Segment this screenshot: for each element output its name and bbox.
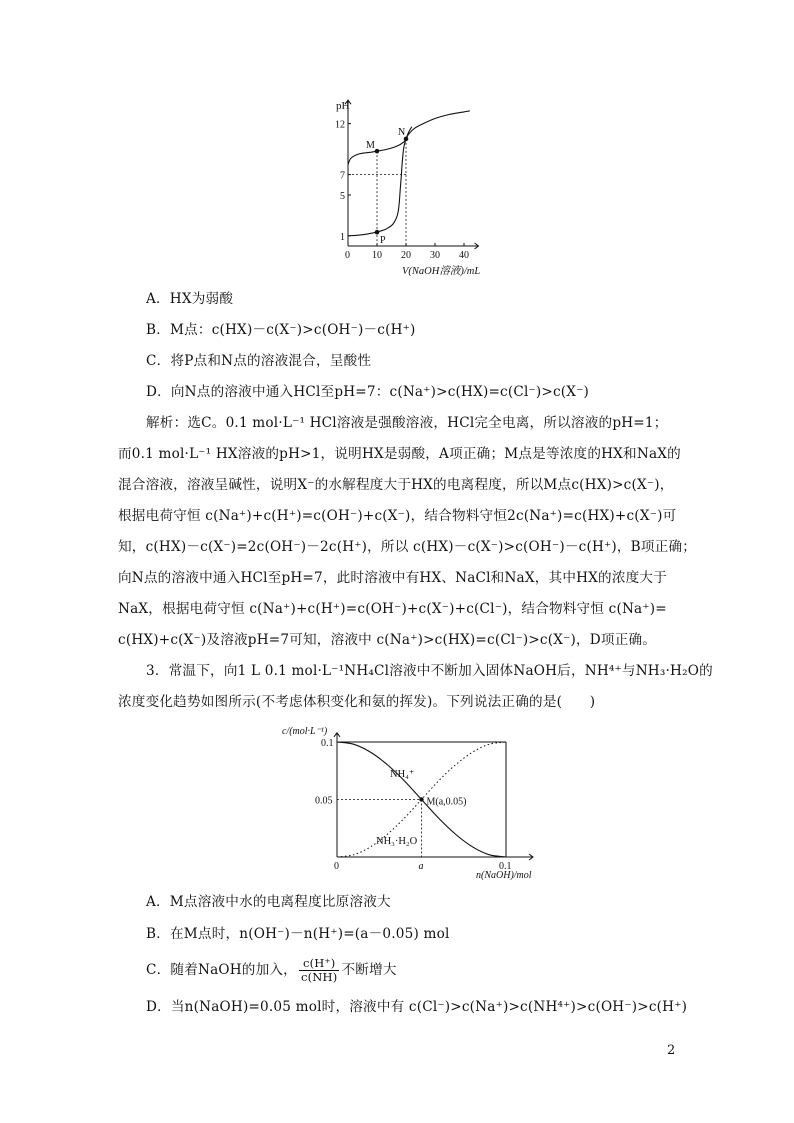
chart-series (348, 111, 470, 236)
y-tick-label: 0.1 (321, 738, 334, 749)
x-tick-label: 0 (345, 250, 350, 261)
point-p-marker (375, 230, 380, 235)
y-tick-label: 5 (340, 191, 345, 202)
q3-option-c-suffix: 不断增大 (341, 962, 397, 978)
analysis-line: 根据电荷守恒 c(Na⁺)+c(H⁺)=c(OH⁻)+c(X⁻)，结合物料守恒2c(Na⁺)=c(HX)+c(X⁻)可 (118, 508, 677, 524)
chart-marks (419, 797, 466, 808)
page-number: 2 (667, 1043, 676, 1058)
point-m-marker (375, 149, 380, 154)
analysis-line: 而0.1 mol·L⁻¹ HX溶液的pH>1，说明HX是弱酸，A项正确；M点是等浓度的HX和NaX的 (118, 446, 681, 462)
analysis-line: 解析：选C。0.1 mol·L⁻¹ HCl溶液是强酸溶液，HCl完全电离，所以溶液的pH=1； (146, 415, 668, 431)
analysis-line: 知，c(HX)－c(X⁻)=2c(OH⁻)－2c(H⁺)，所以 c(HX)－c(X⁻)>c(OH⁻)－c(H⁺)，B项正确； (118, 539, 697, 555)
x-axis-label: n(NaOH)/mol (476, 870, 532, 881)
fraction (299, 957, 340, 984)
nh4-series-label: NH₄⁺ (390, 769, 415, 780)
titration-figure (322, 96, 512, 286)
q3-stem-line: 3．常温下，向1 L 0.1 mol·L⁻¹NH₄Cl溶液中不断加入固体NaOH后，NH⁴⁺与NH₃·H₂O的 (146, 663, 713, 679)
y-tick-label: 7 (340, 170, 345, 182)
point-n-label: N (398, 126, 406, 138)
y-tick-label: 12 (335, 119, 345, 131)
q3-option-b: B．在M点时，n(OH⁻)－n(H⁺)=(a－0.05) mol (146, 926, 450, 942)
x-tick-label: 40 (459, 250, 469, 261)
y-tick-label: 0.05 (315, 795, 333, 807)
analysis-line: NaX，根据电荷守恒 c(Na⁺)+c(H⁺)=c(OH⁻)+c(X⁻)+c(Cl⁻)，结合物料守恒 c(Na⁺)= (118, 601, 667, 617)
y-axis-label: pH (336, 100, 350, 112)
nh3-series-label: NH₃·H₂O (376, 836, 418, 847)
x-axis-label: V(NaOH溶液)/mL (402, 266, 481, 277)
titration-chart (322, 96, 512, 286)
y-axis-label: c/(mol·L⁻¹) (282, 726, 328, 737)
point-m-label: M(a,0.05) (426, 796, 467, 808)
chart-axes (335, 100, 479, 261)
q3-option-a: A．M点溶液中水的电离程度比原溶液大 (146, 894, 391, 910)
q2-option-a: A．HX为弱酸 (146, 291, 234, 307)
series-hx-line (348, 111, 470, 164)
q3-stem-line: 浓度变化趋势如图所示(不考虑体积变化和氨的挥发)。下列说法正确的是( ) (118, 694, 596, 710)
point-m-marker (419, 797, 423, 801)
analysis-line: 混合溶液，溶液呈碱性，说明X⁻的水解程度大于HX的电离程度，所以M点c(HX)>c(X⁻)， (118, 477, 674, 493)
x-tick-label: 0.1 (499, 861, 512, 872)
q3-option-c (146, 957, 397, 984)
x-tick-label: 0 (334, 861, 339, 872)
q3-option-d: D．当n(NaOH)=0.05 mol时，溶液中有 c(Cl⁻)>c(Na⁺)>c(NH⁴⁺)>c(OH⁻)>c(H⁺) (146, 999, 688, 1015)
fraction-numerator: c(H⁺) (299, 957, 340, 971)
fraction-denominator: c(NH) (300, 970, 338, 984)
point-m-label: M (366, 140, 375, 152)
concentration-figure (262, 722, 552, 884)
x-tick-label: 30 (430, 250, 440, 261)
analysis-line: 向N点的溶液中通入HCl至pH=7，此时溶液中有HX、NaCl和NaX，其中HX的浓度大于 (118, 570, 668, 586)
x-tick-label: 20 (401, 250, 411, 261)
x-tick-label: 10 (372, 250, 382, 261)
y-tick-label: 1 (340, 231, 345, 243)
q2-option-c: C．将P点和N点的溶液混合，呈酸性 (146, 353, 372, 369)
concentration-chart (262, 722, 552, 884)
q2-option-b: B．M点：c(HX)－c(X⁻)>c(OH⁻)－c(H⁺) (146, 322, 416, 338)
x-tick-label: a (418, 861, 424, 872)
q2-option-d: D．向N点的溶液中通入HCl至pH=7：c(Na⁺)>c(HX)=c(Cl⁻)>c(X⁻) (146, 384, 590, 400)
q3-option-c-prefix: C．随着NaOH的加入， (146, 962, 297, 978)
analysis-line: c(HX)+c(X⁻)及溶液pH=7可知，溶液中 c(Na⁺)>c(HX)=c(Cl⁻)>c(X⁻)，D项正确。 (118, 632, 657, 648)
point-p-label: P (380, 235, 386, 247)
